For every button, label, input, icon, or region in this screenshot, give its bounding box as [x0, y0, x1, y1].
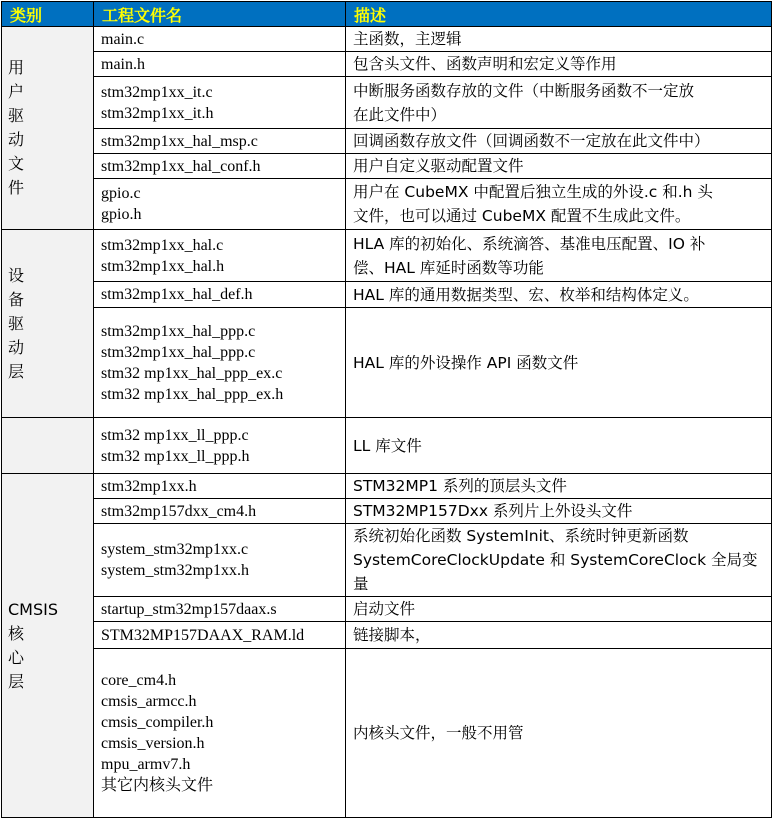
table-row: [2, 649, 772, 818]
table-row: [2, 622, 772, 649]
category-cell: [2, 230, 94, 418]
description-text: 链接脚本，: [353, 626, 431, 644]
description-text: 用户自定义驱动配置文件: [353, 157, 524, 175]
file-name: mpu_armv7.h: [101, 756, 191, 773]
file-name: cmsis_compiler.h: [101, 714, 214, 731]
description-cell: [346, 524, 772, 597]
description-text: 主函数，主逻辑: [353, 30, 462, 48]
file-cell: [94, 597, 346, 622]
description-text: STM32MP157Dxx 系列片上外设头文件: [353, 502, 633, 520]
file-name: cmsis_armcc.h: [101, 693, 197, 710]
table-row: [2, 499, 772, 524]
file-name: system_stm32mp1xx.c: [101, 541, 249, 558]
file-name: stm32mp1xx_it.c: [101, 83, 213, 101]
file-name: 其它内核头文件: [101, 777, 214, 794]
description-text: STM32MP1 系列的顶层头文件: [353, 477, 567, 495]
table-body: [2, 27, 772, 818]
category-label: 户: [8, 82, 25, 101]
file-cell: [94, 524, 346, 597]
file-cell: [94, 282, 346, 308]
description-cell: [346, 418, 772, 474]
category-cell: [2, 474, 94, 818]
file-cell: [94, 622, 346, 649]
file-name: stm32 mp1xx_hal_ppp_ex.c: [101, 364, 283, 382]
table-row: [2, 418, 772, 474]
description-cell: [346, 230, 772, 282]
category-label: 用: [8, 58, 25, 77]
description-text: 量: [353, 575, 369, 593]
file-name: gpio.h: [101, 206, 142, 223]
file-cell: [94, 154, 346, 179]
description-text: 中断服务函数存放的文件（中断服务函数不一定放: [353, 81, 695, 100]
description-text: HAL 库的通用数据类型、宏、枚举和结构体定义。: [353, 285, 699, 304]
file-name: gpio.c: [101, 185, 141, 202]
table-row: [2, 154, 772, 179]
description-text: 在此文件中）: [353, 105, 447, 124]
file-cell: [94, 77, 346, 129]
description-cell: [346, 154, 772, 179]
category-cell: [2, 27, 94, 230]
description-cell: [346, 129, 772, 154]
table-row: [2, 77, 772, 129]
file-name: stm32mp157dxx_cm4.h: [101, 502, 257, 520]
file-name: stm32mp1xx_hal_def.h: [101, 286, 253, 303]
table-row: [2, 129, 772, 154]
category-label: 层: [8, 671, 25, 691]
description-cell: [346, 597, 772, 622]
description-cell: [346, 77, 772, 129]
category-label: 动: [8, 337, 25, 357]
category-cell: [2, 418, 94, 474]
category-label: 动: [8, 130, 25, 149]
category-label: 文: [8, 154, 25, 173]
description-text: 内核头文件，一般不用管: [353, 724, 524, 742]
description-cell: [346, 282, 772, 308]
category-label: CMSIS: [8, 599, 59, 619]
category-label: 备: [8, 289, 25, 309]
category-label: 驱: [8, 106, 25, 125]
file-cell: [94, 649, 346, 818]
description-cell: [346, 179, 772, 230]
description-text: 用户在 CubeMX 中配置后独立生成的外设.c 和.h 头: [353, 183, 713, 201]
description-text: LL 库文件: [353, 436, 422, 455]
table-row: [2, 230, 772, 282]
description-cell: [346, 622, 772, 649]
category-label: 件: [8, 178, 25, 197]
description-text: 偿、HAL 库延时函数等功能: [353, 258, 544, 277]
file-cell: [94, 179, 346, 230]
file-cell: [94, 52, 346, 77]
file-name: stm32mp1xx_hal_ppp.c: [101, 343, 256, 361]
file-name: stm32mp1xx_hal.h: [101, 257, 225, 275]
description-cell: [346, 499, 772, 524]
table-row: [2, 179, 772, 230]
description-text: 文件，也可以通过 CubeMX 配置不生成此文件。: [353, 207, 691, 225]
file-cell: [94, 230, 346, 282]
file-cell: [94, 129, 346, 154]
file-name: stm32mp1xx_hal_conf.h: [101, 157, 261, 175]
header-row: [2, 2, 772, 27]
file-name: stm32 mp1xx_ll_ppp.c: [101, 426, 249, 444]
file-name: startup_stm32mp157daax.s: [101, 600, 277, 618]
file-name: stm32mp1xx_hal_msp.c: [101, 132, 258, 150]
file-name: main.c: [101, 30, 145, 48]
file-name: stm32mp1xx_it.h: [101, 104, 214, 122]
file-cell: [94, 474, 346, 499]
category-label: 核: [8, 623, 25, 643]
header-file: 工程文件名: [94, 2, 346, 27]
description-text: HAL 库的外设操作 API 函数文件: [353, 353, 579, 372]
file-name: core_cm4.h: [101, 672, 177, 689]
file-name: system_stm32mp1xx.h: [101, 562, 250, 579]
table-row: [2, 52, 772, 77]
header-category: 类别: [2, 2, 94, 27]
description-text: SystemCoreClockUpdate 和 SystemCoreClock 全局变: [353, 551, 758, 569]
file-name: STM32MP157DAAX_RAM.ld: [101, 626, 305, 644]
file-cell: [94, 27, 346, 52]
category-label: 设: [8, 265, 25, 285]
file-name: stm32mp1xx_hal_ppp.c: [101, 322, 256, 340]
table-row: [2, 282, 772, 308]
table-row: [2, 308, 772, 418]
description-text: 系统初始化函数 SystemInit、系统时钟更新函数: [353, 527, 689, 545]
category-label: 驱: [8, 313, 25, 333]
description-cell: [346, 649, 772, 818]
description-cell: [346, 474, 772, 499]
description-cell: [346, 52, 772, 77]
category-label: 心: [8, 647, 25, 667]
file-cell: [94, 418, 346, 474]
description-text: 启动文件: [353, 600, 416, 618]
description-text: HLA 库的初始化、系统滴答、基准电压配置、IO 补: [353, 234, 706, 253]
table-row: [2, 524, 772, 597]
file-name: stm32 mp1xx_hal_ppp_ex.h: [101, 385, 284, 403]
table-row: [2, 27, 772, 52]
table-row: [2, 597, 772, 622]
description-text: 包含头文件、函数声明和宏定义等作用: [353, 55, 617, 73]
file-name: stm32mp1xx_hal.c: [101, 236, 224, 254]
file-name: stm32mp1xx.h: [101, 477, 197, 495]
table-row: [2, 474, 772, 499]
file-name: main.h: [101, 55, 145, 73]
file-cell: [94, 499, 346, 524]
description-text: 回调函数存放文件（回调函数不一定放在此文件中）: [353, 132, 710, 150]
category-label: 层: [8, 361, 25, 381]
project-files-table: [1, 1, 772, 818]
description-cell: [346, 308, 772, 418]
description-cell: [346, 27, 772, 52]
header-desc: 描述: [346, 2, 772, 27]
file-name: stm32 mp1xx_ll_ppp.h: [101, 447, 250, 465]
file-cell: [94, 308, 346, 418]
file-name: cmsis_version.h: [101, 735, 205, 752]
